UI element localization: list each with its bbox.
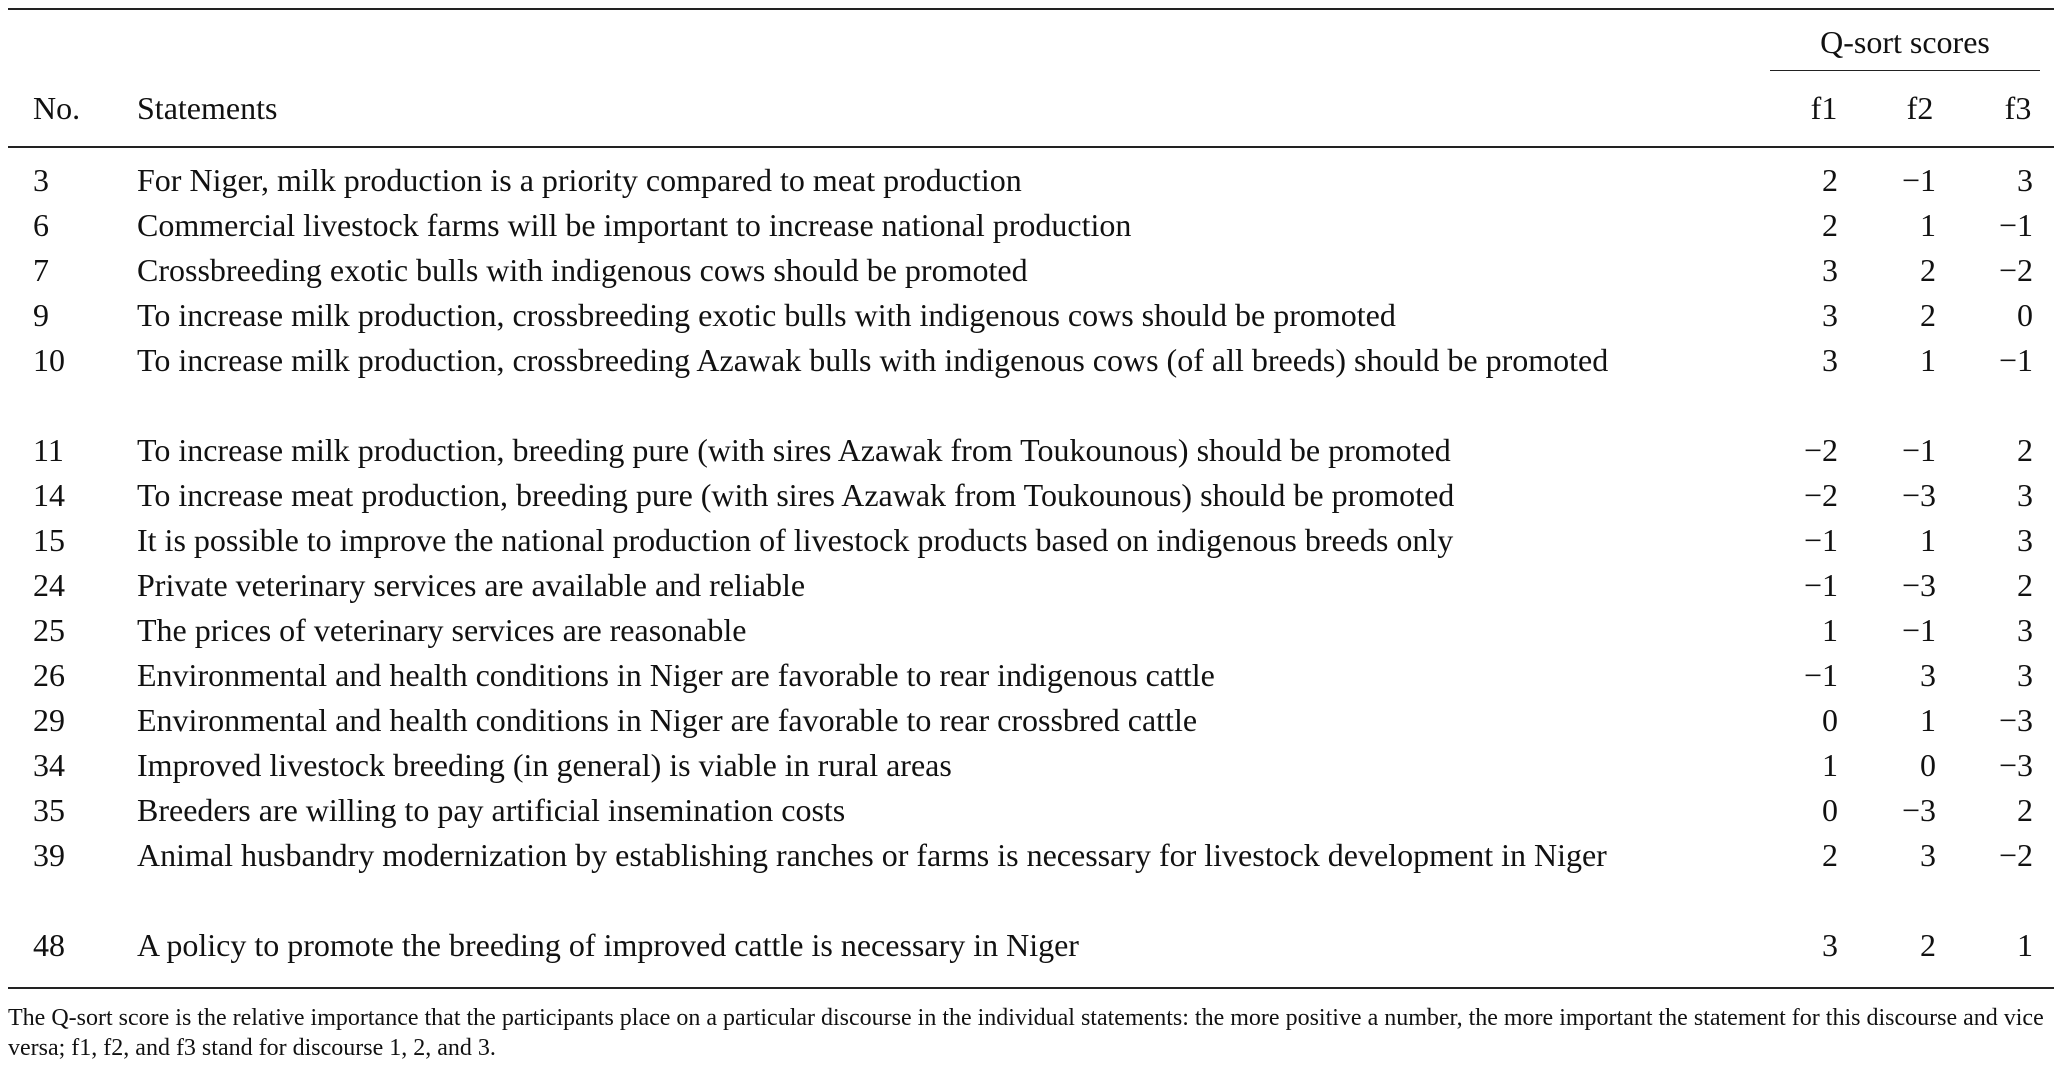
row-score-f3: −1 [1998, 342, 2033, 378]
row-statement: The prices of veterinary services are reasonable [137, 612, 747, 648]
row-score-f3: 3 [2017, 522, 2033, 558]
table-bottom-rule [8, 987, 2054, 989]
header-bottom-rule [8, 146, 2054, 148]
row-score-f2: −1 [1901, 612, 1936, 648]
row-score-f1: −1 [1803, 522, 1838, 558]
row-score-f2: 1 [1920, 702, 1936, 738]
row-score-f1: 1 [1822, 747, 1838, 783]
row-statement: It is possible to improve the national production of livestock products based on indigenous breeds only [137, 522, 1454, 558]
row-score-f2: 2 [1920, 297, 1936, 333]
row-score-f1: −2 [1803, 477, 1838, 513]
row-score-f3: −2 [1998, 837, 2033, 873]
row-number: 24 [33, 567, 65, 603]
row-score-f3: −3 [1998, 747, 2033, 783]
row-score-f1: 1 [1822, 612, 1838, 648]
row-statement: Private veterinary services are available and reliable [137, 567, 806, 603]
row-score-f3: 0 [2017, 297, 2033, 333]
row-score-f3: 2 [2017, 567, 2033, 603]
row-score-f2: 3 [1920, 837, 1936, 873]
row-score-f1: 2 [1822, 837, 1838, 873]
row-score-f2: 0 [1920, 747, 1936, 783]
row-statement: To increase milk production, crossbreeding exotic bulls with indigenous cows should be promoted [137, 297, 1396, 333]
row-score-f3: −2 [1998, 252, 2033, 288]
row-number: 48 [33, 927, 65, 963]
row-score-f3: −3 [1998, 702, 2033, 738]
row-statement: A policy to promote the breeding of improved cattle is necessary in Niger [137, 927, 1079, 963]
table-footnote: The Q-sort score is the relative importance that the participants place on a particular discourse in the individual statements: the more positive a number, the more important the statement for this discourse and vice versa; f1, f2, and f3 stand for discourse 1, 2, and 3. [8, 1005, 2044, 1061]
row-number: 10 [33, 342, 65, 378]
row-score-f1: 3 [1822, 342, 1838, 378]
row-number: 3 [33, 162, 49, 198]
row-score-f1: 0 [1822, 792, 1838, 828]
row-statement: Improved livestock breeding (in general) is viable in rural areas [137, 747, 952, 783]
row-number: 34 [33, 747, 65, 783]
row-number: 35 [33, 792, 65, 828]
row-score-f1: 2 [1822, 207, 1838, 243]
row-score-f1: 3 [1822, 927, 1838, 963]
column-header-no: No. [33, 90, 81, 126]
row-number: 7 [33, 252, 49, 288]
row-score-f3: −1 [1998, 207, 2033, 243]
row-score-f2: 2 [1920, 927, 1936, 963]
row-statement: Crossbreeding exotic bulls with indigenous cows should be promoted [137, 252, 1028, 288]
table-top-rule [8, 8, 2054, 10]
row-number: 26 [33, 657, 65, 693]
row-score-f3: 2 [2017, 792, 2033, 828]
row-score-f3: 3 [2017, 162, 2033, 198]
row-statement: To increase meat production, breeding pure (with sires Azawak from Toukounous) should be promoted [137, 477, 1455, 513]
row-score-f1: −2 [1803, 432, 1838, 468]
row-score-f1: 3 [1822, 297, 1838, 333]
row-number: 9 [33, 297, 49, 333]
row-statement: Animal husbandry modernization by establishing ranches or farms is necessary for livestock development in Niger [137, 837, 1607, 873]
row-number: 29 [33, 702, 65, 738]
column-header-f2: f2 [1906, 90, 1934, 126]
row-number: 11 [33, 432, 64, 468]
row-score-f1: 3 [1822, 252, 1838, 288]
column-header-f3: f3 [2004, 90, 2032, 126]
row-score-f2: 3 [1920, 657, 1936, 693]
row-score-f2: 1 [1920, 207, 1936, 243]
row-number: 25 [33, 612, 65, 648]
row-score-f2: 1 [1920, 522, 1936, 558]
row-statement: For Niger, milk production is a priority compared to meat production [137, 162, 1022, 198]
row-score-f3: 3 [2017, 477, 2033, 513]
row-number: 14 [33, 477, 65, 513]
row-score-f2: −3 [1901, 477, 1936, 513]
row-score-f3: 3 [2017, 657, 2033, 693]
row-score-f2: −1 [1901, 162, 1936, 198]
row-score-f2: 1 [1920, 342, 1936, 378]
q-sort-scores-header: Q-sort scores [1820, 24, 1990, 60]
row-score-f3: 3 [2017, 612, 2033, 648]
row-score-f1: −1 [1803, 567, 1838, 603]
row-statement: Breeders are willing to pay artificial insemination costs [137, 792, 846, 828]
row-statement: Commercial livestock farms will be important to increase national production [137, 207, 1132, 243]
row-score-f3: 2 [2017, 432, 2033, 468]
row-statement: Environmental and health conditions in Niger are favorable to rear indigenous cattle [137, 657, 1215, 693]
row-score-f1: 0 [1822, 702, 1838, 738]
row-score-f2: −3 [1901, 567, 1936, 603]
row-statement: Environmental and health conditions in Niger are favorable to rear crossbred cattle [137, 702, 1198, 738]
row-score-f2: 2 [1920, 252, 1936, 288]
row-score-f1: 2 [1822, 162, 1838, 198]
row-statement: To increase milk production, breeding pure (with sires Azawak from Toukounous) should be promoted [137, 432, 1451, 468]
row-statement: To increase milk production, crossbreeding Azawak bulls with indigenous cows (of all breeds) should be promoted [137, 342, 1609, 378]
row-number: 15 [33, 522, 65, 558]
row-score-f2: −3 [1901, 792, 1936, 828]
column-header-f1: f1 [1810, 90, 1838, 126]
column-header-statements: Statements [137, 90, 278, 126]
row-number: 39 [33, 837, 65, 873]
row-score-f3: 1 [2017, 927, 2033, 963]
row-score-f2: −1 [1901, 432, 1936, 468]
row-score-f1: −1 [1803, 657, 1838, 693]
row-number: 6 [33, 207, 49, 243]
group-header-rule [1770, 70, 2040, 71]
